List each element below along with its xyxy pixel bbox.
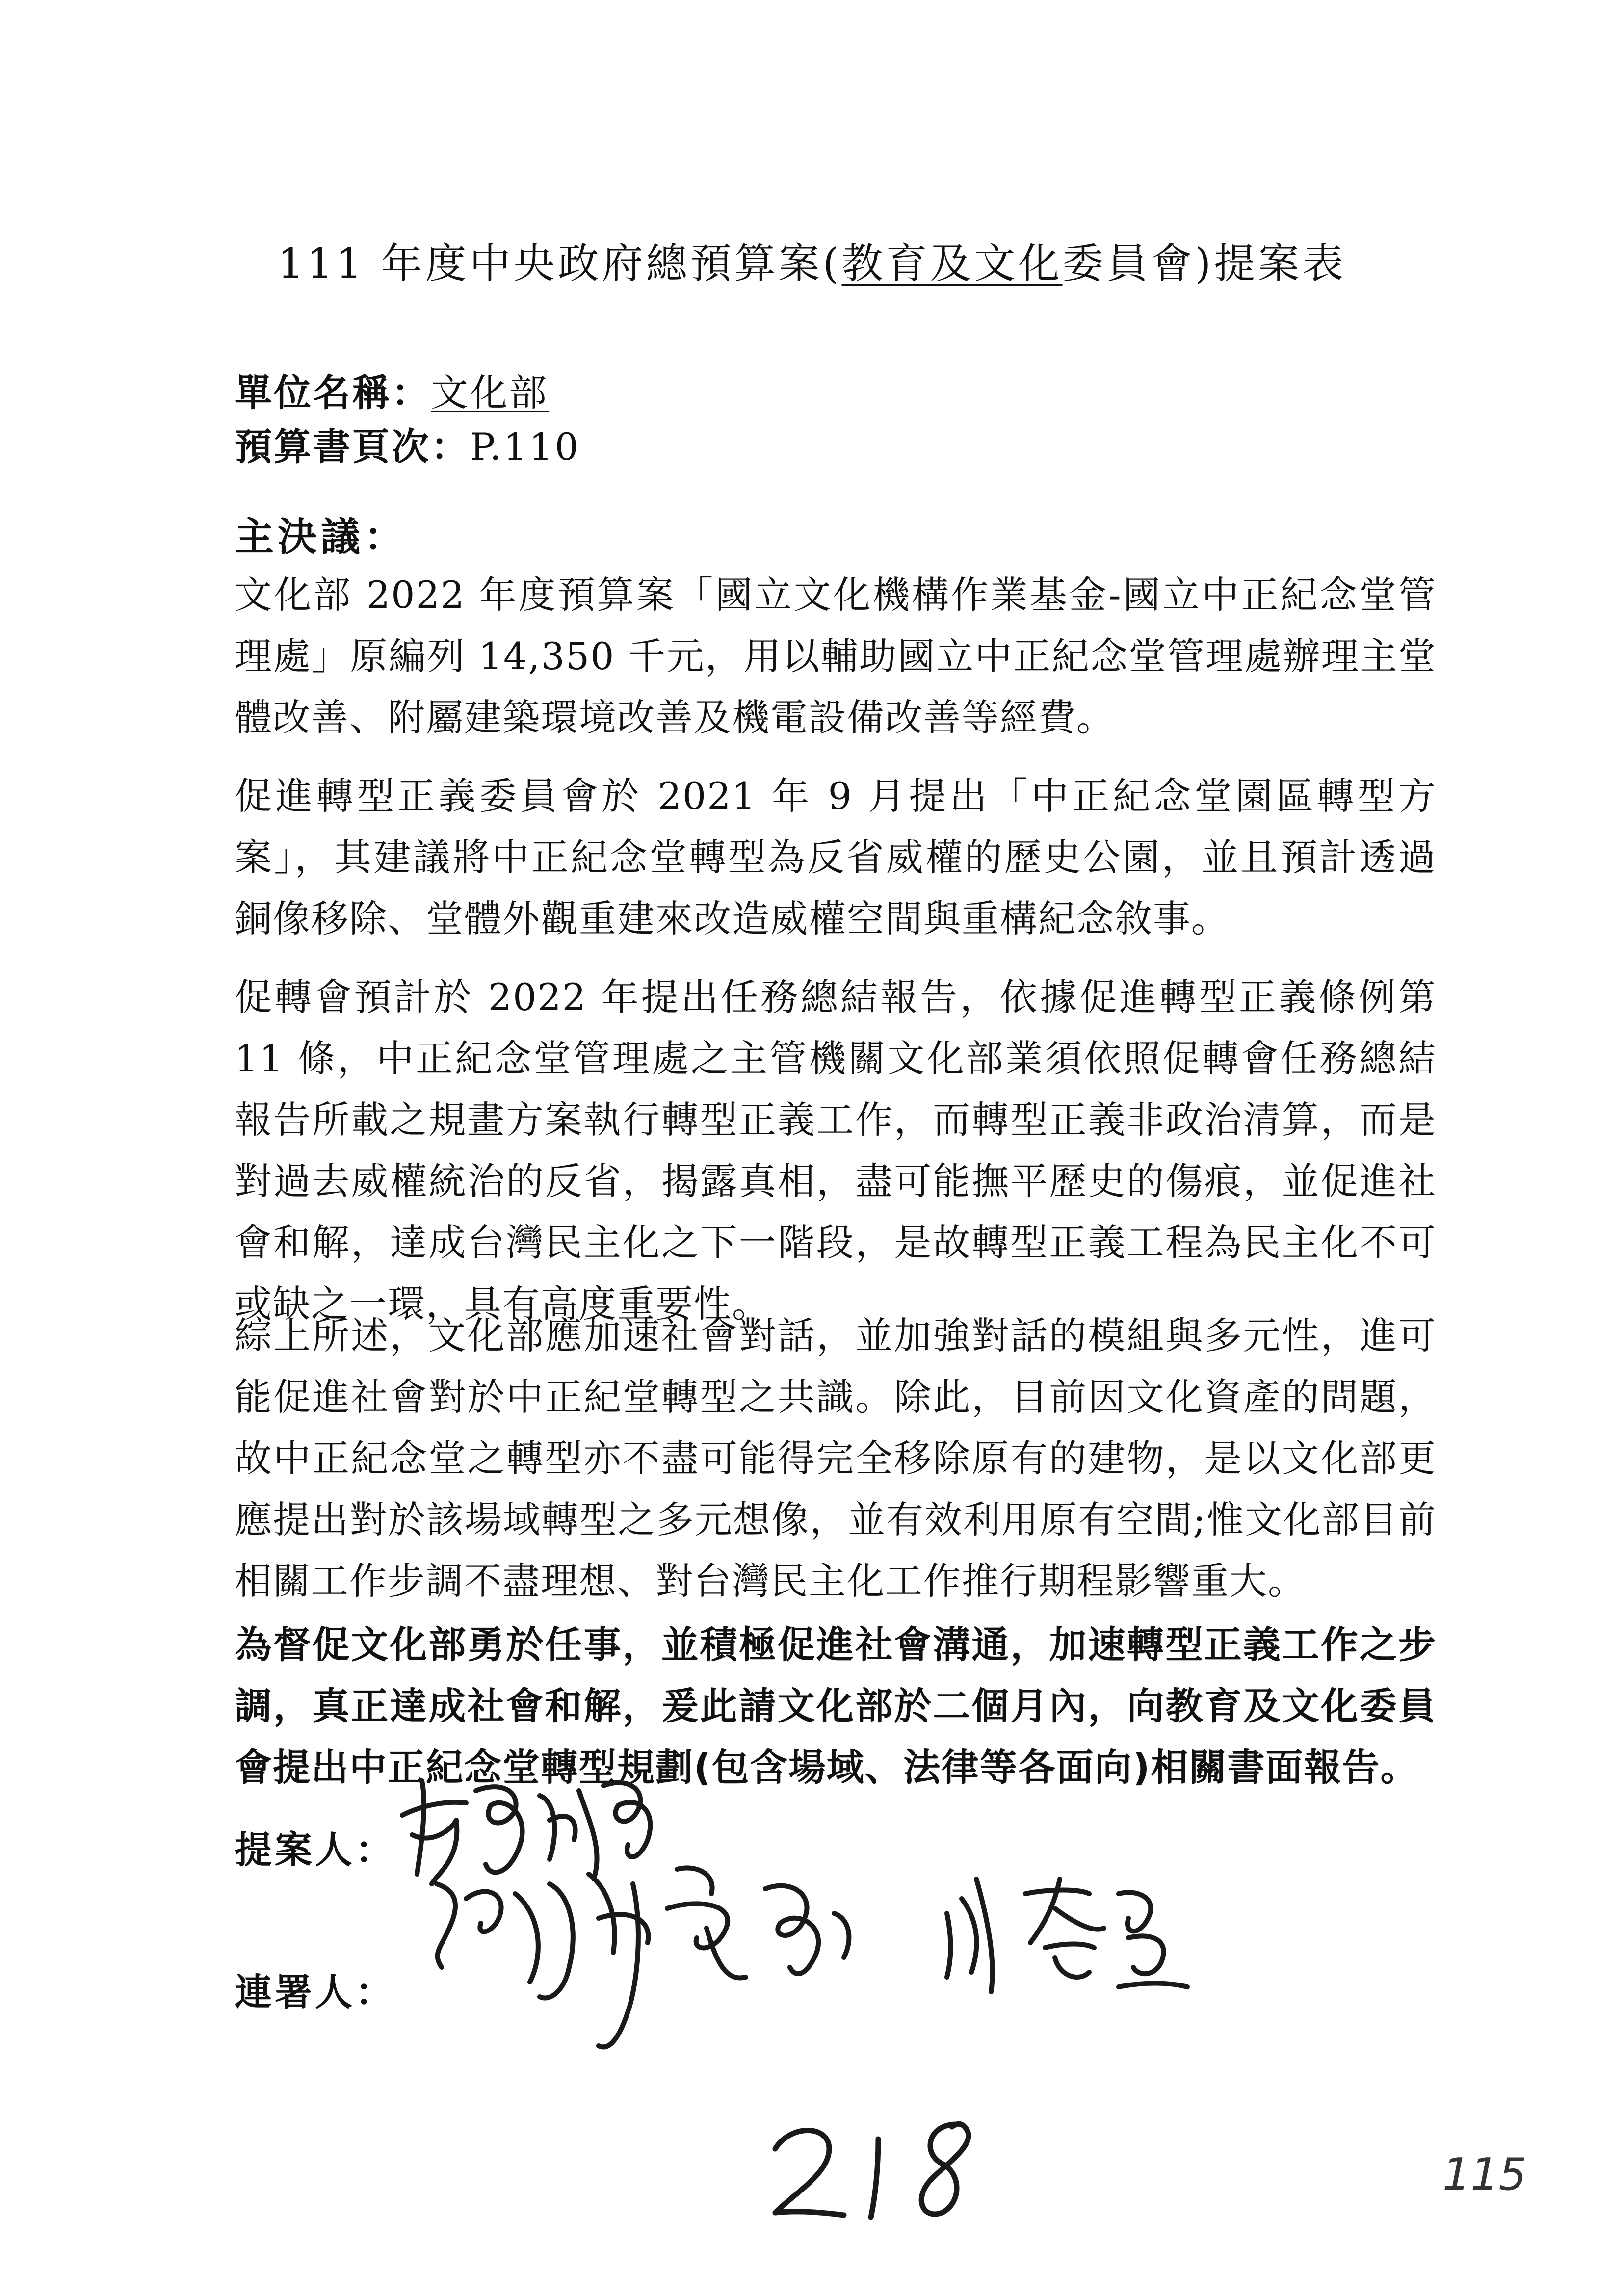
paragraph-3: 促轉會預計於 2022 年提出任務總結報告，依據促進轉型正義條例第 11 條，中正紀念堂管理處之主管機關文化部業須依照促轉會任務總結報告所載之規畫方案執行轉型正義工作，而轉型正義非政治清算，而是對過去威權統治的反省，揭露真相，盡可能撫平歷史的傷痕，並促進社會和解，達成台灣民主化之下一階段，是故轉型正義工程為民主化不可或缺之一環，具有高度重要性。 <box>235 975 1437 1326</box>
budget-page-value: P.110 <box>470 425 580 469</box>
cosigner-signature-2 <box>932 1859 1207 2007</box>
handwritten-number-218 <box>765 2114 1011 2227</box>
unit-value: 文化部 <box>431 371 549 415</box>
main-resolution-heading: 主決議： <box>235 514 407 560</box>
paragraph-4: 綜上所述，文化部應加速社會對話，並加強對話的模組與多元性，進可能促進社會對於中正紀堂轉型之共識。除此，目前因文化資產的問題，故中正紀念堂之轉型亦不盡可能得完全移除原有的建物，是以文化部更應提出對於該場域轉型之多元想像，並有效利用原有空間;惟文化部目前相關工作步調不盡理想、對台灣民主化工作推行期程影響重大。 <box>235 1314 1437 1603</box>
title-text-underlined: 教育及文化 <box>841 239 1063 287</box>
unit-row <box>235 363 549 417</box>
paragraph-1: 文化部 2022 年度預算案「國立文化機構作業基金-國立中正紀念堂管理處」原編列 14,350 千元，用以輔助國立中正紀念堂管理處辦理主堂體改善、附屬建築環境改善及機電設備改善等經費。 <box>235 573 1437 739</box>
paragraph-2: 促進轉型正義委員會於 2021 年 9 月提出「中正紀念堂園區轉型方案」，其建議將中正紀念堂轉型為反省威權的歷史公園，並且預計透過銅像移除、堂體外觀重建來改造威權空間與重構紀念敘事。 <box>235 774 1437 940</box>
page-number: 115 <box>1442 2149 1527 2200</box>
budget-page-row <box>235 417 580 470</box>
title-text-before: 111 年度中央政府總預算案( <box>277 239 842 287</box>
document-title <box>0 231 1624 290</box>
title-text-after: 委員會)提案表 <box>1062 239 1347 287</box>
unit-label: 單位名稱： <box>235 371 431 415</box>
proposer-label: 提案人： <box>235 1828 395 1872</box>
cosigner-label: 連署人： <box>235 1970 395 2014</box>
cosigner-signature-1 <box>422 1854 903 2110</box>
budget-page-label: 預算書頁次： <box>235 425 470 469</box>
paragraph-5: 為督促文化部勇於任事，並積極促進社會溝通，加速轉型正義工作之步調，真正達成社會和解，爰此請文化部於二個月內，向教育及文化委員會提出中正紀念堂轉型規劃(包含場域、法律等各面向)相關書面報告。 <box>235 1623 1437 1789</box>
